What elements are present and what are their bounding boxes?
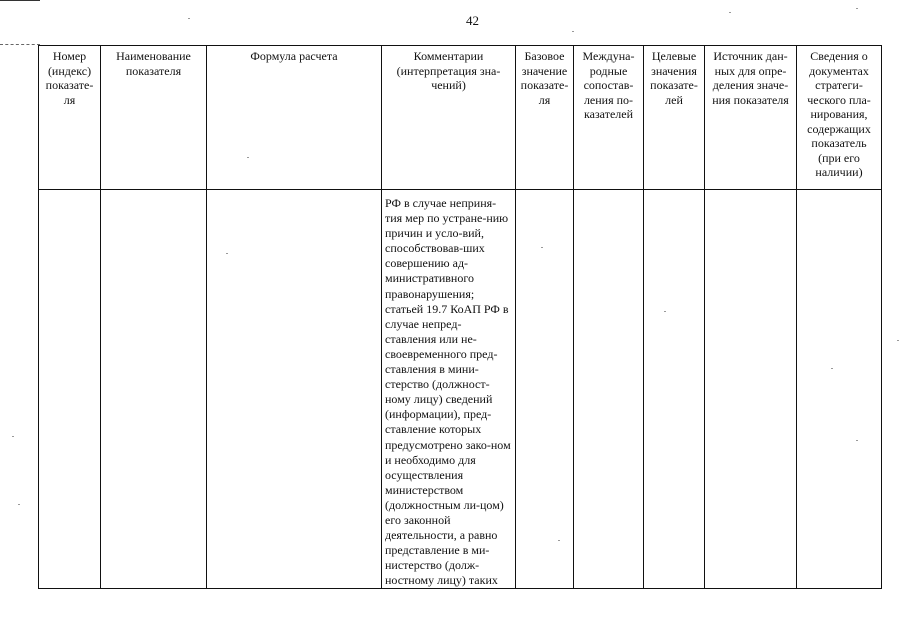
scan-speck: [856, 8, 858, 9]
indicators-table: [38, 45, 882, 589]
scan-speck: [188, 18, 190, 19]
scan-edge-mark: [0, 0, 40, 5]
scan-speck: [729, 12, 731, 13]
header-base-value: Базовое значение показате-ля: [516, 46, 574, 190]
header-comment: Комментарии (интерпретация зна-чений): [382, 46, 516, 190]
cell-formula: [207, 190, 382, 589]
scan-speck: [831, 368, 833, 369]
cell-international: [574, 190, 644, 589]
cell-base-value: [516, 190, 574, 589]
cell-data-source: [705, 190, 797, 589]
scan-speck: [558, 540, 560, 541]
header-international: Междуна-родные сопостав-ления по-казателей: [574, 46, 644, 190]
table-header-row: [39, 46, 882, 190]
cell-number: [39, 190, 101, 589]
scan-speck: [541, 247, 543, 248]
header-name: Наименование показателя: [101, 46, 207, 190]
header-data-source: Источник дан-ных для опре-деления значе-ния показателя: [705, 46, 797, 190]
header-number: Номер (индекс) показате-ля: [39, 46, 101, 190]
scan-speck: [897, 340, 899, 341]
table-row: [39, 190, 882, 589]
scan-speck: [18, 504, 20, 505]
page-number: 42: [466, 13, 479, 28]
header-formula: Формула расчета: [207, 46, 382, 190]
scan-speck: [12, 436, 14, 437]
header-strategic-docs: Сведения о документах стратеги-ческого пла-нирования, содержащих показатель (при его наличии): [797, 46, 882, 190]
scan-speck: [572, 31, 574, 32]
header-target-values: Целевые значения показате-лей: [644, 46, 705, 190]
cell-comment: РФ в случае неприня-тия мер по устране-нию причин и усло-вий, способствовав-ших совершению ад-министративного правонарушения; статьей 19.7 КоАП РФ в случае непред-ставления или не-своевременного пред-ставления в мини-стерство (должност-ному лицу) сведений (информации), пред-ставление которых предусмотрено зако-ном и необходимо для осуществления министерством (должностным ли-цом) его законной деятельности, а равно представление в ми-нистерство (долж-ностному лицу) таких: [382, 190, 516, 589]
scan-speck: [247, 157, 249, 158]
cell-strategic-docs: [797, 190, 882, 589]
scan-dashed-rule: [0, 44, 40, 45]
cell-name: [101, 190, 207, 589]
scan-speck: [664, 311, 666, 312]
scan-speck: [856, 440, 858, 441]
cell-target-values: [644, 190, 705, 589]
scan-speck: [226, 253, 228, 254]
